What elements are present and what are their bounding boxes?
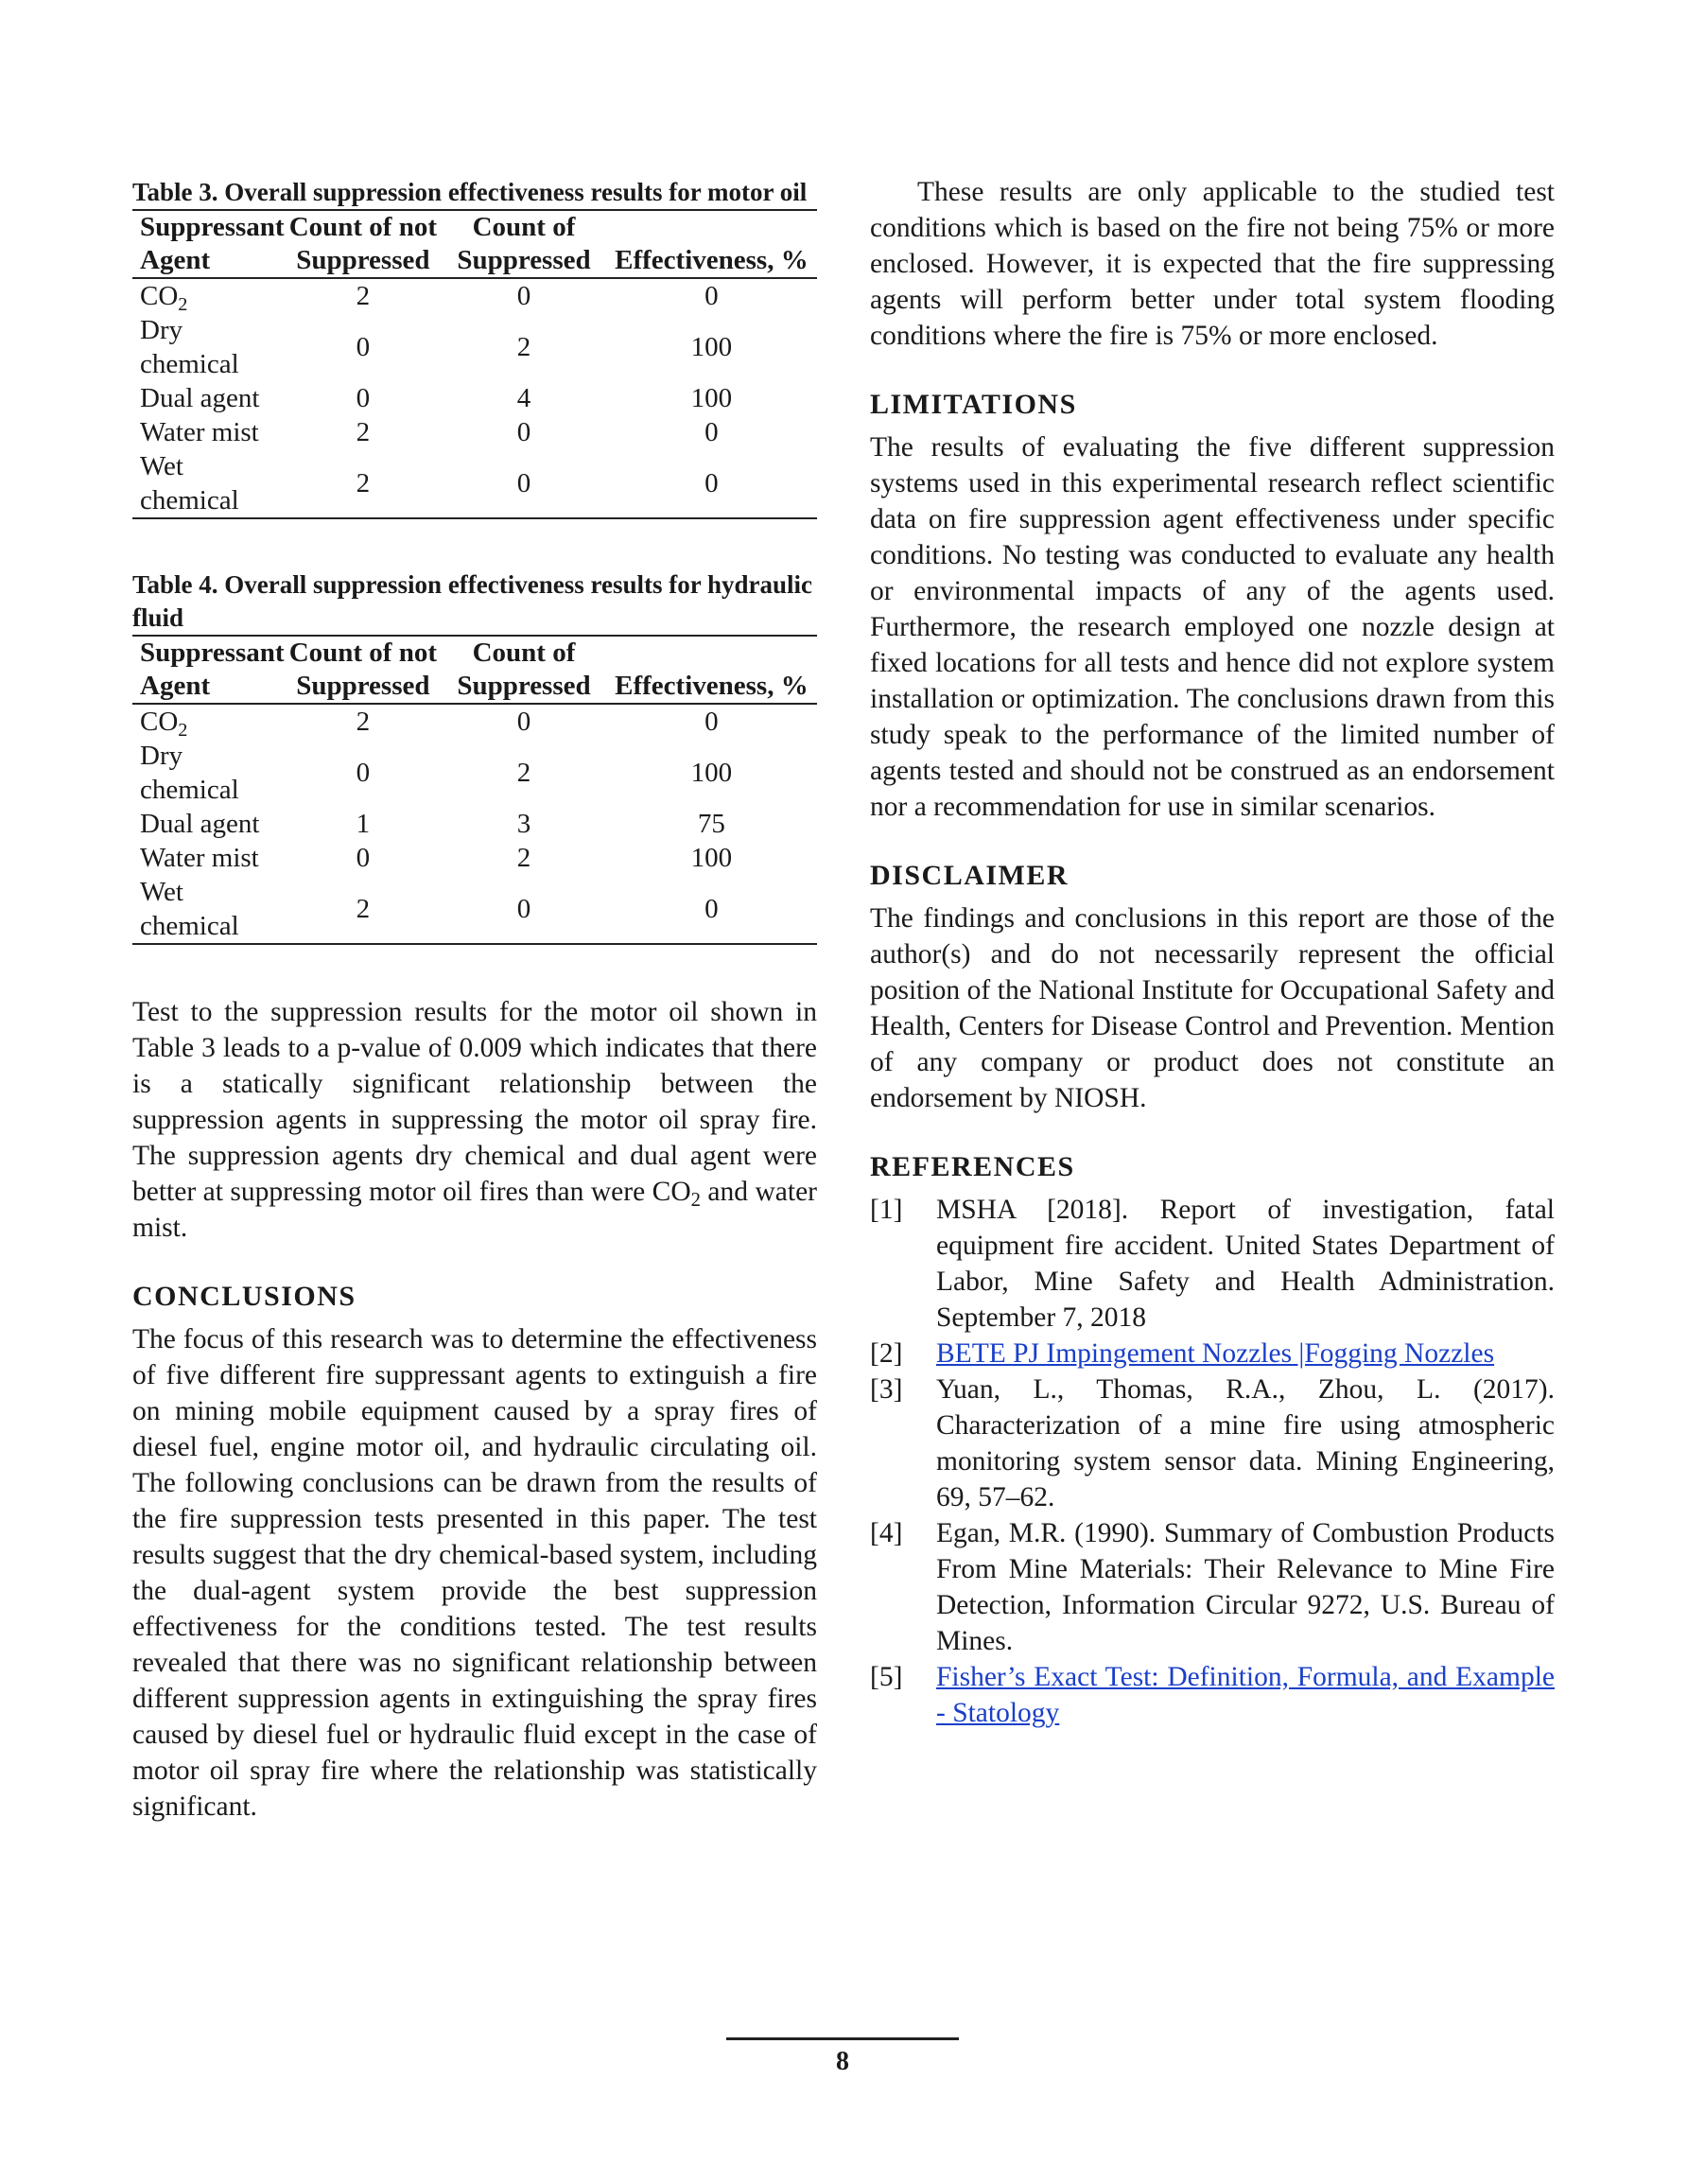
- reference-text: Yuan, L., Thomas, R.A., Zhou, L. (2017). Characterization of a mine fire using atmospheric monitoring system sensor data. Mining Engineering, 69, 57–62.: [936, 1374, 1555, 1512]
- value-cell: 0: [704, 281, 719, 311]
- table-row: [132, 875, 817, 944]
- limitations-paragraph: The results of evaluating the five different suppression systems used in this experimental research reflect scientific data on fire suppression agent effectiveness under specific conditions. No testing was conducted to evaluate any health or environmental impacts of any of the agents used. Furthermore, the research employed one nozzle design at fixed locations for all tests and hence did not explore system installation or optimization. The conclusions drawn from this study speak to the performance of the limited number of agents tested and should not be construed as an endorsement nor a recommendation for use in similar scenarios.: [870, 432, 1555, 822]
- left-column: [132, 176, 817, 1825]
- references-list: [870, 1192, 1555, 1731]
- page-number: 8: [836, 2047, 849, 2076]
- table-row: [132, 807, 817, 841]
- value-cell: 75: [697, 809, 725, 839]
- limitations-heading: LIMITATIONS: [870, 389, 1077, 420]
- value-cell: 2: [516, 332, 531, 362]
- subscript: 2: [178, 720, 188, 742]
- table-row: [132, 739, 817, 807]
- value-cell: 3: [516, 809, 531, 839]
- results-text: Test to the suppression results for the motor oil shown in Table 3 leads to a p-value of 0.009 which indicates that there is a statically significant relationship between the suppression agents in suppressing the motor oil spray fire. The suppression agents dry chemical and dual agent were better at suppressing motor oil fires than were CO: [132, 997, 817, 1207]
- references-heading: REFERENCES: [870, 1151, 1075, 1182]
- table-row: [132, 704, 817, 739]
- value-cell: 0: [356, 843, 371, 873]
- table-row: [132, 841, 817, 875]
- reference-number: [4]: [870, 1518, 903, 1548]
- subscript: 2: [178, 294, 188, 316]
- reference-item: [870, 1192, 1555, 1336]
- value-cell: 0: [704, 417, 719, 447]
- agent-cell: Dry chemical: [140, 741, 239, 805]
- value-cell: 0: [442, 875, 606, 944]
- value-cell: 2: [356, 707, 371, 737]
- agent-cell: Dual agent: [140, 809, 260, 839]
- value-cell: 4: [516, 383, 531, 413]
- agent-cell: Water mist: [140, 417, 259, 447]
- disclaimer-paragraph: The findings and conclusions in this report are those of the author(s) and do not necessarily represent the official position of the National Institute for Occupational Safety and Health, Centers for Disease Control and Prevention. Mention of any company or product does not constitute an endorsement by NIOSH.: [870, 903, 1555, 1113]
- value-cell: 0: [606, 449, 817, 518]
- table-header-cell: Suppressant Agent: [132, 636, 285, 704]
- reference-text: MSHA [2018]. Report of investigation, fatal equipment fire accident. United States Department of Labor, Mine Safety and Health Administration. September 7, 2018: [936, 1195, 1555, 1333]
- value-cell: 1: [356, 809, 371, 839]
- reference-link[interactable]: Fisher’s Exact Test: Definition, Formula, and Example - Statology: [936, 1662, 1555, 1728]
- right-column: [870, 174, 1555, 1731]
- agent-cell: $CO_2$: [140, 707, 188, 742]
- value-cell: 0: [516, 417, 531, 447]
- table-3: [132, 209, 817, 519]
- table-header-cell: Count of not Suppressed: [285, 636, 443, 704]
- table-row: [132, 381, 817, 415]
- disclaimer-heading: DISCLAIMER: [870, 860, 1070, 891]
- table-4-body: [132, 704, 817, 944]
- agent-cell: Water mist: [140, 843, 259, 873]
- value-cell: 100: [690, 758, 733, 788]
- conclusions-paragraph: The focus of this research was to determine the effectiveness of five different fire suppressant agents to extinguish a fire on mining mobile equipment caused by a spray fires of diesel fuel, engine motor oil, and hydraulic circulating oil. The following conclusions can be drawn from the results of the fire suppression tests presented in this paper. The test results suggest that the dry chemical-based system, including the dual-agent system provide the best suppression effectiveness for the conditions tested. The test results revealed that there was no significant relationship between different suppression agents in extinguishing the spray fires caused by diesel fuel or hydraulic fluid except in the case of motor oil spray fire where the relationship was statistically significant.: [132, 1324, 817, 1822]
- agent-cell: Wet chemical: [132, 449, 285, 518]
- reference-number: [5]: [870, 1662, 903, 1692]
- subscript: 2: [690, 1190, 701, 1212]
- value-cell: 100: [690, 843, 733, 873]
- footer-rule: [726, 2037, 959, 2040]
- table-4-block: [132, 568, 817, 945]
- reference-number: [1]: [870, 1195, 903, 1225]
- reference-link[interactable]: BETE PJ Impingement Nozzles |Fogging Nozzles: [936, 1338, 1495, 1369]
- table-header-cell: Count of not Suppressed: [285, 210, 443, 278]
- value-cell: 0: [442, 449, 606, 518]
- value-cell: 0: [606, 875, 817, 944]
- value-cell: 2: [285, 449, 443, 518]
- table-3-caption: Table 3. Overall suppression effectiveness results for motor oil: [132, 178, 808, 206]
- value-cell: 2: [516, 758, 531, 788]
- table-4-caption: Table 4. Overall suppression effectiveness results for hydraulic fluid: [132, 570, 813, 632]
- table-3-block: [132, 176, 817, 519]
- reference-number: [3]: [870, 1374, 903, 1405]
- value-cell: 0: [356, 332, 371, 362]
- agent-cell: Dual agent: [140, 383, 260, 413]
- value-cell: 100: [690, 383, 733, 413]
- agent-cell: Dry chemical: [140, 315, 239, 379]
- value-cell: 100: [690, 332, 733, 362]
- value-cell: 0: [516, 281, 531, 311]
- reference-item: [870, 1659, 1555, 1731]
- reference-item: [870, 1336, 1555, 1372]
- reference-text: Egan, M.R. (1990). Summary of Combustion Products From Mine Materials: Their Relevance to Mine Fire Detection, Information Circular 9272, U.S. Bureau of Mines.: [936, 1518, 1555, 1656]
- table-header-cell: Suppressant Agent: [132, 210, 285, 278]
- reference-number: [2]: [870, 1338, 903, 1369]
- value-cell: 0: [356, 758, 371, 788]
- conclusions-heading: CONCLUSIONS: [132, 1281, 357, 1312]
- table-header-cell: Count of Suppressed: [442, 210, 606, 278]
- value-cell: 2: [516, 843, 531, 873]
- results-text-end: and water mist.: [132, 1177, 817, 1243]
- table-row: [132, 449, 817, 518]
- table-header-cell: Effectiveness, %: [606, 210, 817, 278]
- value-cell: 2: [356, 417, 371, 447]
- table-4: [132, 635, 817, 945]
- intro-paragraph: These results are only applicable to the studied test conditions which is based on the fire not being 75% or more enclosed. However, it is expected that the fire suppressing agents will perform better under total system flooding conditions where the fire is 75% or more enclosed.: [870, 177, 1555, 351]
- value-cell: 0: [516, 707, 531, 737]
- table-row: [132, 415, 817, 449]
- value-cell: 0: [704, 707, 719, 737]
- table-header-cell: Effectiveness, %: [606, 636, 817, 704]
- value-cell: 0: [356, 383, 371, 413]
- table-row: [132, 278, 817, 313]
- agent-cell: Wet chemical: [132, 875, 285, 944]
- reference-item: [870, 1372, 1555, 1515]
- table-row: [132, 313, 817, 381]
- agent-cell: $CO_2$: [140, 281, 188, 316]
- value-cell: 2: [356, 281, 371, 311]
- value-cell: 2: [285, 875, 443, 944]
- table-3-body: [132, 278, 817, 518]
- reference-item: [870, 1515, 1555, 1659]
- table-header-cell: Count of Suppressed: [442, 636, 606, 704]
- results-paragraph: [132, 994, 817, 1246]
